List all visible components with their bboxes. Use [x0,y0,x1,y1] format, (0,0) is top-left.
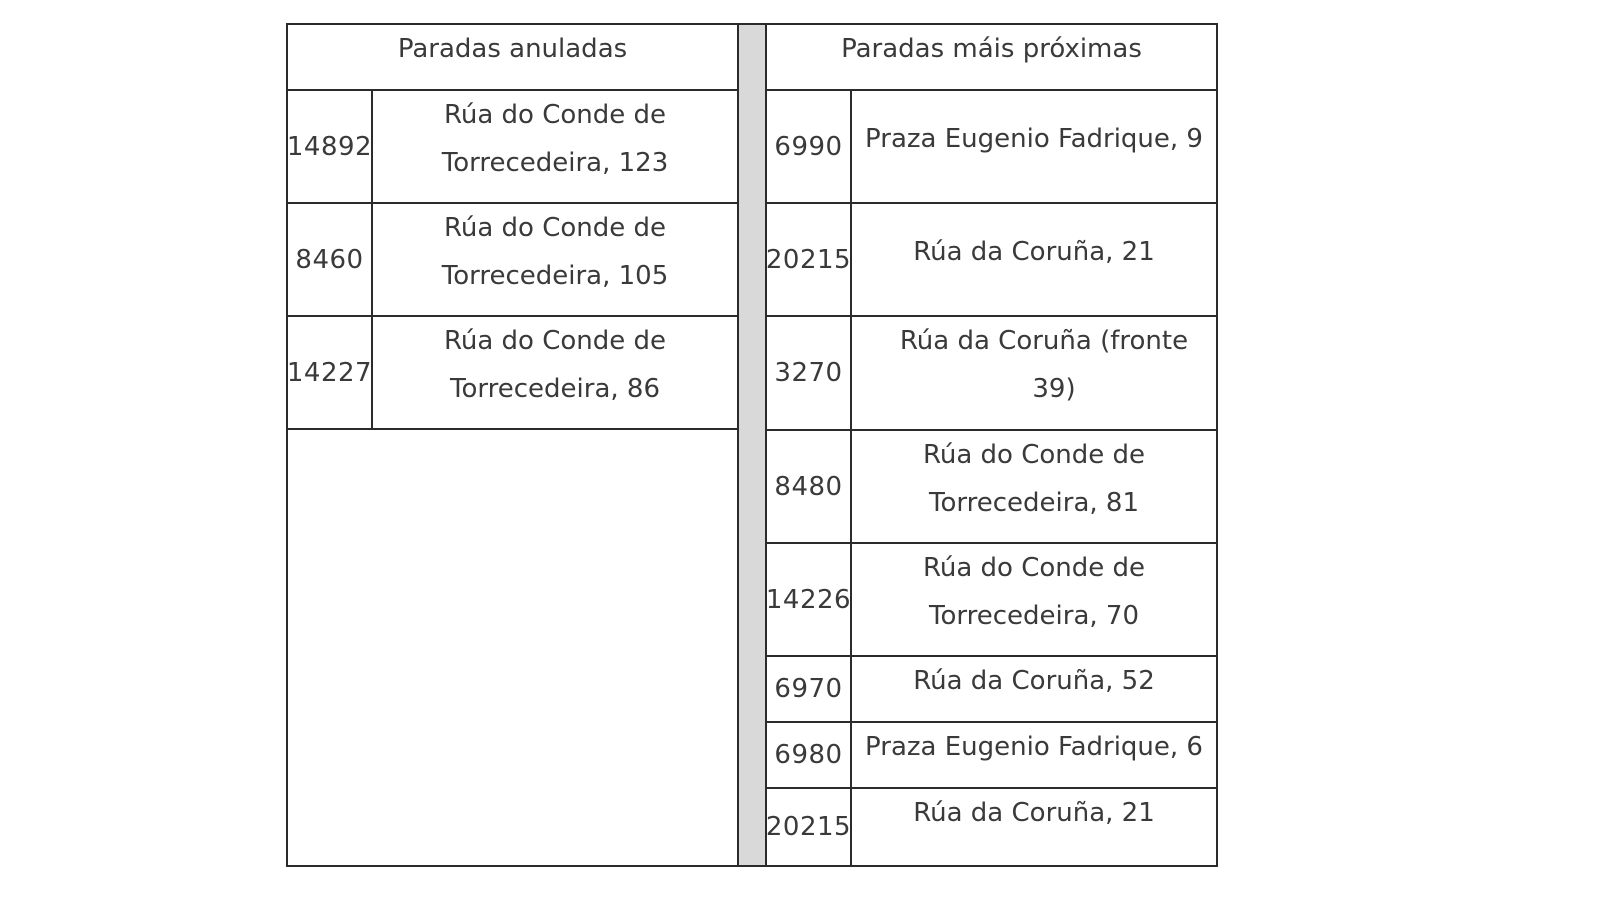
stop-address-line: Rúa da Coruña (fronte [899,326,1189,356]
stop-address-line: Rúa da Coruña, 21 [913,798,1155,828]
stop-code: 8480 [767,431,852,542]
cancelled-stops-panel [288,25,737,865]
stop-code: 8460 [288,204,373,315]
column-separator [737,25,767,865]
cancelled-stops-header: Paradas anuladas [288,25,737,91]
bus-stops-table [286,23,1218,867]
stop-code: 3270 [767,317,852,429]
stop-address-line: 39) [1032,374,1076,404]
stop-address [852,204,1216,315]
stop-address-line: Torrecedeira, 123 [441,148,669,178]
stop-address-line: Torrecedeira, 70 [929,601,1139,631]
nearest-stops-panel [767,25,1216,865]
stop-code: 6970 [767,657,852,721]
stop-address-line: Rúa do Conde de [922,553,1146,583]
nearest-stop-row [767,204,1216,317]
stop-address-line: Praza Eugenio Fadrique, 9 [865,124,1203,154]
stop-address-line: Torrecedeira, 86 [450,374,660,404]
stop-address [852,723,1216,787]
stop-address-line: Rúa do Conde de [443,326,667,356]
stop-address-line: Rúa do Conde de [922,440,1146,470]
nearest-stop-row [767,723,1216,789]
stop-address-line: Rúa do Conde de [443,100,667,130]
stop-address [373,204,737,315]
stop-address [373,91,737,202]
stop-address-line: Praza Eugenio Fadrique, 6 [865,732,1203,762]
stop-address [852,657,1216,721]
nearest-stop-row [767,657,1216,723]
nearest-stop-row [767,431,1216,544]
stop-code: 6980 [767,723,852,787]
stop-code: 20215 [767,204,852,315]
stop-address-line: Rúa da Coruña, 21 [913,237,1155,267]
stop-code: 20215 [767,789,852,865]
stop-address-line: Torrecedeira, 105 [441,261,669,291]
nearest-stops-header: Paradas máis próximas [767,25,1216,91]
nearest-stop-row [767,544,1216,657]
cancelled-stop-row [288,204,737,317]
stop-address-line: Rúa da Coruña, 52 [913,666,1155,696]
stop-code: 14227 [288,317,373,428]
stop-address [852,789,1216,865]
stop-address-line: Rúa do Conde de [443,213,667,243]
stop-address-line: Torrecedeira, 81 [929,488,1139,518]
stop-address [373,317,737,428]
stop-address [852,431,1216,542]
stop-address [852,91,1216,202]
stop-code: 6990 [767,91,852,202]
stop-code: 14892 [288,91,373,202]
cancelled-stop-row [288,91,737,204]
stop-address [852,544,1216,655]
stop-code: 14226 [767,544,852,655]
nearest-stop-row [767,789,1216,865]
nearest-stop-row [767,91,1216,204]
stop-address [852,317,1216,429]
nearest-stop-row [767,317,1216,431]
cancelled-stop-row [288,317,737,430]
